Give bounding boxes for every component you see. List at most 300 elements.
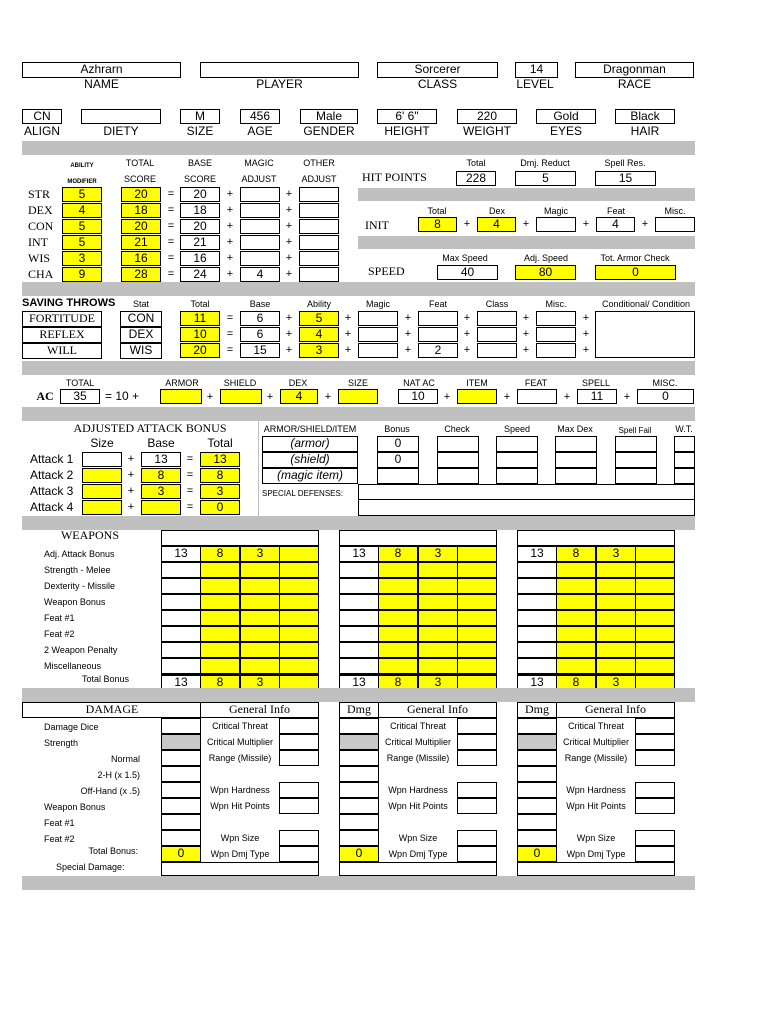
weapon-bonus-cell[interactable]: 3 — [418, 674, 458, 690]
ability-total-field[interactable]: 20 — [121, 219, 161, 234]
attack-base-field[interactable]: 8 — [141, 468, 181, 483]
ability-magic-field[interactable] — [240, 219, 280, 234]
ability-base-field[interactable]: 16 — [180, 251, 220, 266]
ability-other-field[interactable] — [299, 235, 339, 250]
armor-bonus-header: Bonus — [384, 424, 410, 434]
ability-base-field[interactable]: 18 — [180, 203, 220, 218]
ability-magic-field[interactable]: 4 — [240, 267, 280, 282]
damage-value-cell[interactable] — [517, 782, 557, 798]
weapon-bonus-cell[interactable] — [418, 610, 458, 626]
general-info-field[interactable] — [279, 782, 319, 798]
weapon-bonus-cell[interactable] — [635, 578, 675, 594]
weapon-bonus-cell[interactable] — [339, 562, 379, 578]
ability-base-field[interactable]: 24 — [180, 267, 220, 282]
ac-dex-field[interactable]: 4 — [280, 389, 318, 404]
weapon-bonus-cell[interactable] — [339, 578, 379, 594]
armor-bonus-field[interactable] — [377, 468, 419, 484]
ability-magic-field[interactable] — [240, 203, 280, 218]
init-feat-field[interactable]: 4 — [596, 217, 635, 232]
weapon-bonus-cell[interactable]: 8 — [378, 546, 418, 562]
weapon-bonus-cell[interactable] — [517, 562, 557, 578]
armor-item-field[interactable]: (armor) — [262, 436, 358, 452]
weapon-bonus-cell[interactable] — [378, 578, 418, 594]
name-field[interactable]: Azhrarn — [22, 62, 181, 78]
weapon-bonus-cell[interactable]: 3 — [418, 546, 458, 562]
armor-table-divider — [258, 420, 259, 516]
attack-size-field[interactable] — [82, 468, 122, 483]
weapon-bonus-cell[interactable] — [279, 594, 319, 610]
damage-value-cell[interactable] — [161, 750, 201, 766]
weapon-bonus-cell[interactable] — [457, 658, 497, 674]
weapon-bonus-cell[interactable] — [457, 642, 497, 658]
armor-check-field[interactable] — [437, 452, 479, 468]
general-info-label: Wpn Hit Points — [210, 801, 270, 811]
ac-item-field[interactable] — [457, 389, 497, 404]
weapon-bonus-cell[interactable] — [378, 658, 418, 674]
damage-value-cell[interactable] — [339, 750, 379, 766]
ac-size-field[interactable] — [338, 389, 378, 404]
special-defenses-field-2[interactable] — [358, 499, 695, 516]
ability-magic-field[interactable] — [240, 235, 280, 250]
save-class-field[interactable] — [477, 343, 517, 358]
weapon-bonus-cell[interactable] — [279, 578, 319, 594]
align-field[interactable]: CN — [22, 109, 62, 124]
eyes-field[interactable]: Gold — [536, 109, 596, 124]
weapon-bonus-cell[interactable] — [200, 578, 240, 594]
weapon-bonus-cell[interactable] — [240, 594, 280, 610]
attack-name: Attack 2 — [30, 468, 74, 482]
general-info-field[interactable] — [457, 830, 497, 846]
weapon-bonus-cell[interactable] — [635, 658, 675, 674]
armor-wt-field[interactable] — [674, 452, 695, 468]
ability-modifier-field[interactable]: 3 — [62, 251, 102, 266]
magic-adjust-header: ADJUST — [241, 174, 277, 184]
weapon-name-field[interactable] — [339, 530, 497, 546]
armor-check-field[interactable] — [437, 436, 479, 452]
weapon-bonus-cell[interactable] — [556, 610, 596, 626]
weapon-bonus-cell[interactable] — [457, 594, 497, 610]
save-base-field[interactable]: 6 — [240, 311, 280, 326]
weapon-bonus-cell[interactable] — [339, 642, 379, 658]
armor-wt-field[interactable] — [674, 436, 695, 452]
ac-armor-field[interactable] — [160, 389, 202, 404]
ability-modifier-field[interactable]: 4 — [62, 203, 102, 218]
weapon-bonus-cell[interactable]: 13 — [339, 546, 379, 562]
weapon-bonus-cell[interactable] — [556, 658, 596, 674]
ac-natac-field[interactable]: 10 — [398, 389, 438, 404]
damage-value-cell[interactable] — [161, 782, 201, 798]
weapon-bonus-cell[interactable] — [556, 562, 596, 578]
save-feat-field[interactable] — [418, 327, 458, 342]
ability-modifier-field[interactable]: 5 — [62, 187, 102, 202]
weapon-bonus-cell[interactable]: 3 — [596, 674, 636, 690]
damage-value-cell[interactable] — [161, 718, 201, 734]
damage-value-cell[interactable] — [517, 814, 557, 830]
weapon-bonus-cell[interactable] — [635, 642, 675, 658]
plus-sign: + — [582, 344, 590, 356]
weapon-bonus-cell[interactable] — [418, 658, 458, 674]
general-info-field[interactable] — [279, 846, 319, 862]
size-field[interactable]: M — [180, 109, 220, 124]
weapon-bonus-cell[interactable] — [635, 626, 675, 642]
special-defenses-field[interactable] — [358, 484, 695, 500]
damage-row-label: Strength — [44, 738, 79, 748]
weapon-bonus-cell[interactable]: 13 — [517, 674, 557, 690]
special-damage-field[interactable] — [517, 862, 675, 876]
special-damage-field[interactable] — [161, 862, 319, 876]
save-feat-field[interactable]: 2 — [418, 343, 458, 358]
gender-field[interactable]: Male — [300, 109, 358, 124]
damage-value-cell[interactable] — [517, 734, 557, 750]
damage-value-cell[interactable] — [517, 766, 557, 782]
ability-total-field[interactable]: 18 — [121, 203, 161, 218]
attack-size-field[interactable] — [82, 500, 122, 515]
weapon-bonus-cell[interactable] — [279, 658, 319, 674]
damage-value-cell[interactable] — [161, 830, 201, 846]
armor-spellfail-field[interactable] — [615, 436, 657, 452]
weapon-bonus-cell[interactable] — [378, 610, 418, 626]
general-info-field[interactable] — [457, 798, 497, 814]
weapon-bonus-cell[interactable] — [596, 594, 636, 610]
weapon-bonus-cell[interactable] — [635, 546, 675, 562]
armor-bonus-field[interactable]: 0 — [377, 452, 419, 468]
player-field[interactable] — [200, 62, 359, 78]
attack-total-field[interactable]: 0 — [200, 500, 240, 515]
armor-check-field[interactable]: 0 — [595, 265, 676, 280]
save-class-field[interactable] — [477, 311, 517, 326]
weapon-bonus-cell[interactable]: 8 — [378, 674, 418, 690]
conditional-field[interactable] — [595, 311, 695, 358]
weapon-bonus-cell[interactable]: 8 — [200, 546, 240, 562]
class-field[interactable]: Sorcerer — [377, 62, 498, 78]
weapon-bonus-cell[interactable] — [556, 642, 596, 658]
weapon-bonus-cell[interactable] — [279, 626, 319, 642]
init-misc-field[interactable] — [655, 217, 695, 232]
armor-wt-field[interactable] — [674, 468, 695, 484]
general-info-field[interactable] — [279, 798, 319, 814]
weapon-bonus-cell[interactable] — [418, 578, 458, 594]
height-label: HEIGHT — [384, 124, 430, 138]
weapon-bonus-cell[interactable] — [200, 562, 240, 578]
ability-base-field[interactable]: 21 — [180, 235, 220, 250]
hp-total-field[interactable]: 228 — [456, 171, 496, 186]
ability-other-field[interactable] — [299, 203, 339, 218]
attack-size-header: Size — [90, 436, 114, 450]
ability-total-field[interactable]: 21 — [121, 235, 161, 250]
init-magic-field[interactable] — [536, 217, 576, 232]
armor-spellfail-field[interactable] — [615, 468, 657, 484]
attack-total-field[interactable]: 13 — [200, 452, 240, 467]
weapon-name-field[interactable] — [161, 530, 319, 546]
armor-spellfail-field[interactable] — [615, 452, 657, 468]
armor-speed-field[interactable] — [496, 468, 538, 484]
max-speed-field[interactable]: 40 — [437, 265, 498, 280]
general-info-field[interactable] — [635, 718, 675, 734]
save-magic-field[interactable] — [358, 327, 398, 342]
weapon-bonus-cell[interactable] — [240, 562, 280, 578]
weapon-bonus-cell[interactable] — [378, 626, 418, 642]
weapon-bonus-cell[interactable]: 8 — [556, 674, 596, 690]
plus-sign: + — [127, 453, 135, 465]
weapon-bonus-cell[interactable]: 3 — [240, 546, 280, 562]
weapon-bonus-cell[interactable]: 13 — [161, 546, 201, 562]
save-ability-field[interactable]: 4 — [299, 327, 339, 342]
ability-other-field[interactable] — [299, 187, 339, 202]
ability-modifier-field[interactable]: 5 — [62, 235, 102, 250]
attack-size-field[interactable] — [82, 484, 122, 499]
weapon-bonus-cell[interactable] — [457, 626, 497, 642]
weapon-bonus-cell[interactable] — [279, 610, 319, 626]
attack-total-field[interactable]: 8 — [200, 468, 240, 483]
weapon-bonus-cell[interactable] — [635, 562, 675, 578]
weapon-name-field[interactable] — [517, 530, 675, 546]
ability-other-field[interactable] — [299, 267, 339, 282]
weapon-bonus-cell[interactable] — [556, 594, 596, 610]
weight-field[interactable]: 220 — [457, 109, 517, 124]
weapon-bonus-cell[interactable] — [161, 578, 201, 594]
weapon-bonus-cell[interactable] — [240, 626, 280, 642]
armor-item-field[interactable]: (magic item) — [262, 468, 358, 484]
save-magic-field[interactable] — [358, 343, 398, 358]
weapon-bonus-cell[interactable] — [161, 626, 201, 642]
ability-total-field[interactable]: 20 — [121, 187, 161, 202]
level-field[interactable]: 14 — [515, 62, 558, 78]
damage-value-cell[interactable] — [517, 718, 557, 734]
armor-maxdex-field[interactable] — [555, 436, 597, 452]
ac-total-field[interactable]: 35 — [60, 389, 100, 404]
weapon-bonus-cell[interactable] — [457, 610, 497, 626]
general-info-field[interactable] — [457, 846, 497, 862]
weapon-bonus-cell[interactable] — [279, 642, 319, 658]
weapon-bonus-cell[interactable] — [378, 562, 418, 578]
save-class-field[interactable] — [477, 327, 517, 342]
save-magic-field[interactable] — [358, 311, 398, 326]
weapon-bonus-cell[interactable] — [240, 642, 280, 658]
save-feat-field[interactable] — [418, 311, 458, 326]
hp-spell-field[interactable]: 15 — [595, 171, 656, 186]
armor-item-field[interactable]: (shield) — [262, 452, 358, 468]
weapon-bonus-cell[interactable] — [279, 562, 319, 578]
general-info-field[interactable] — [457, 734, 497, 750]
damage-value-cell[interactable] — [161, 734, 201, 750]
general-info-field[interactable] — [279, 718, 319, 734]
save-total-field[interactable]: 11 — [180, 311, 220, 326]
special-damage-field[interactable] — [339, 862, 497, 876]
general-info-field[interactable] — [635, 782, 675, 798]
damage-value-cell[interactable] — [517, 750, 557, 766]
armor-maxdex-field[interactable] — [555, 468, 597, 484]
equals-sign: = — [186, 453, 194, 465]
damage-value-cell[interactable] — [161, 766, 201, 782]
armor-speed-field[interactable] — [496, 452, 538, 468]
hair-field[interactable]: Black — [615, 109, 675, 124]
damage-value-cell[interactable] — [517, 798, 557, 814]
general-info-label: Wpn Size — [576, 833, 616, 843]
hp-dmj-field[interactable]: 5 — [515, 171, 576, 186]
weapon-bonus-cell[interactable]: 8 — [200, 674, 240, 690]
damage-value-cell[interactable]: 0 — [161, 846, 201, 862]
weapon-bonus-cell[interactable] — [517, 658, 557, 674]
weapon-bonus-cell[interactable] — [596, 562, 636, 578]
general-info-field[interactable] — [635, 830, 675, 846]
weapon-bonus-cell[interactable] — [517, 642, 557, 658]
damage-value-cell[interactable]: 0 — [517, 846, 557, 862]
weapon-bonus-cell[interactable] — [339, 626, 379, 642]
ability-base-field[interactable]: 20 — [180, 187, 220, 202]
attack-base-field[interactable]: 3 — [141, 484, 181, 499]
weapon-bonus-cell[interactable] — [200, 658, 240, 674]
damage-value-cell[interactable] — [339, 782, 379, 798]
weapon-bonus-cell[interactable] — [418, 626, 458, 642]
save-misc-field[interactable] — [536, 327, 576, 342]
weapon-bonus-cell[interactable] — [596, 626, 636, 642]
weapon-bonus-cell[interactable] — [339, 610, 379, 626]
save-total-field[interactable]: 20 — [180, 343, 220, 358]
ability-magic-field[interactable] — [240, 251, 280, 266]
height-field[interactable]: 6' 6" — [377, 109, 437, 124]
armor-bonus-field[interactable]: 0 — [377, 436, 419, 452]
weapon-bonus-cell[interactable] — [339, 658, 379, 674]
weapon-bonus-cell[interactable] — [517, 594, 557, 610]
weapon-bonus-cell[interactable] — [378, 642, 418, 658]
ability-total-field[interactable]: 28 — [121, 267, 161, 282]
weapon-bonus-cell[interactable] — [200, 642, 240, 658]
damage-value-cell[interactable] — [339, 734, 379, 750]
ability-total-field[interactable]: 16 — [121, 251, 161, 266]
weapon-bonus-cell[interactable] — [556, 578, 596, 594]
attack-size-field[interactable] — [82, 452, 122, 467]
weapon-bonus-cell[interactable] — [200, 610, 240, 626]
general-info-field[interactable] — [279, 830, 319, 846]
weapon-bonus-cell[interactable] — [418, 594, 458, 610]
damage-value-cell[interactable] — [339, 798, 379, 814]
save-total-header: Total — [190, 299, 210, 309]
weapon-bonus-cell[interactable] — [517, 610, 557, 626]
weapon-bonus-cell[interactable] — [457, 546, 497, 562]
weapon-bonus-cell[interactable] — [418, 562, 458, 578]
weapon-bonus-cell[interactable] — [161, 642, 201, 658]
general-info-field[interactable] — [635, 846, 675, 862]
damage-value-cell[interactable] — [339, 718, 379, 734]
save-base-field[interactable]: 6 — [240, 327, 280, 342]
weapon-bonus-cell[interactable]: 13 — [339, 674, 379, 690]
plus-sign: + — [582, 312, 590, 324]
weapon-bonus-cell[interactable] — [161, 594, 201, 610]
general-info-field[interactable] — [457, 750, 497, 766]
weapon-bonus-cell[interactable]: 8 — [556, 546, 596, 562]
weapon-bonus-cell[interactable] — [596, 658, 636, 674]
attack-base-field[interactable]: 13 — [141, 452, 181, 467]
init-dex-field[interactable]: 4 — [477, 217, 516, 232]
ac-shield-field[interactable] — [220, 389, 262, 404]
attack-base-field[interactable] — [141, 500, 181, 515]
plus-sign: + — [443, 391, 451, 403]
weapon-bonus-cell[interactable] — [457, 562, 497, 578]
ac-misc-field[interactable]: 0 — [637, 389, 694, 404]
attack-total-field[interactable]: 3 — [200, 484, 240, 499]
age-field[interactable]: 456 — [240, 109, 280, 124]
ability-modifier-field[interactable]: 5 — [62, 219, 102, 234]
general-info-field[interactable] — [279, 734, 319, 750]
damage-value-cell[interactable] — [517, 830, 557, 846]
general-info-field[interactable] — [457, 782, 497, 798]
race-field[interactable]: Dragonman — [575, 62, 694, 78]
general-info-field[interactable] — [635, 750, 675, 766]
ability-other-field[interactable] — [299, 219, 339, 234]
weapon-bonus-cell[interactable] — [240, 658, 280, 674]
weapon-bonus-cell[interactable] — [596, 610, 636, 626]
damage-value-cell[interactable] — [161, 814, 201, 830]
diety-field[interactable] — [81, 109, 161, 124]
damage-value-cell[interactable] — [161, 798, 201, 814]
damage-value-cell[interactable] — [339, 814, 379, 830]
armor-maxdex-field[interactable] — [555, 452, 597, 468]
init-total-field[interactable]: 8 — [418, 217, 457, 232]
ability-modifier-field[interactable]: 9 — [62, 267, 102, 282]
weapon-bonus-cell[interactable] — [596, 642, 636, 658]
save-feat-header: Feat — [428, 299, 447, 309]
damage-value-cell[interactable] — [339, 830, 379, 846]
damage-value-cell[interactable] — [339, 766, 379, 782]
save-ability-field[interactable]: 3 — [299, 343, 339, 358]
general-info-field[interactable] — [457, 718, 497, 734]
weapon-bonus-cell[interactable] — [240, 578, 280, 594]
save-total-field[interactable]: 10 — [180, 327, 220, 342]
weapon-bonus-cell[interactable] — [200, 626, 240, 642]
save-ability-field[interactable]: 5 — [299, 311, 339, 326]
save-misc-field[interactable] — [536, 311, 576, 326]
adj-speed-field[interactable]: 80 — [515, 265, 576, 280]
save-misc-field[interactable] — [536, 343, 576, 358]
ability-other-field[interactable] — [299, 251, 339, 266]
armor-speed-field[interactable] — [496, 436, 538, 452]
weapon-bonus-cell[interactable]: 3 — [596, 546, 636, 562]
weapon-bonus-cell[interactable] — [517, 626, 557, 642]
weapon-bonus-cell[interactable] — [279, 546, 319, 562]
weapon-bonus-cell[interactable] — [161, 610, 201, 626]
weapon-bonus-cell[interactable] — [596, 578, 636, 594]
save-base-field[interactable]: 15 — [240, 343, 280, 358]
damage-value-cell[interactable]: 0 — [339, 846, 379, 862]
weapon-bonus-cell[interactable] — [240, 610, 280, 626]
weapon-bonus-cell[interactable] — [635, 610, 675, 626]
weapon-bonus-cell[interactable] — [517, 578, 557, 594]
weapon-bonus-cell[interactable] — [457, 578, 497, 594]
general-info-field[interactable] — [279, 750, 319, 766]
general-info-field[interactable] — [635, 734, 675, 750]
armor-check-field[interactable] — [437, 468, 479, 484]
general-info-field[interactable] — [635, 798, 675, 814]
weapon-bonus-cell[interactable] — [161, 562, 201, 578]
general-info-label: Wpn Dmj Type — [388, 849, 448, 859]
weapon-bonus-cell[interactable]: 13 — [517, 546, 557, 562]
weapon-bonus-cell[interactable] — [556, 626, 596, 642]
weapon-bonus-cell[interactable] — [378, 594, 418, 610]
weapon-bonus-cell[interactable] — [635, 594, 675, 610]
save-class-header: Class — [485, 299, 509, 309]
weapon-bonus-cell[interactable] — [161, 658, 201, 674]
weapon-bonus-cell[interactable]: 13 — [161, 674, 201, 690]
weapon-bonus-cell[interactable]: 3 — [240, 674, 280, 690]
ability-magic-field[interactable] — [240, 187, 280, 202]
ac-feat-field[interactable] — [517, 389, 557, 404]
ac-spell-field[interactable]: 11 — [577, 389, 617, 404]
weapon-bonus-cell[interactable] — [418, 642, 458, 658]
save-name-field: WILL — [22, 343, 102, 359]
weapon-bonus-cell[interactable] — [339, 594, 379, 610]
ability-base-field[interactable]: 20 — [180, 219, 220, 234]
weapon-bonus-cell[interactable] — [200, 594, 240, 610]
